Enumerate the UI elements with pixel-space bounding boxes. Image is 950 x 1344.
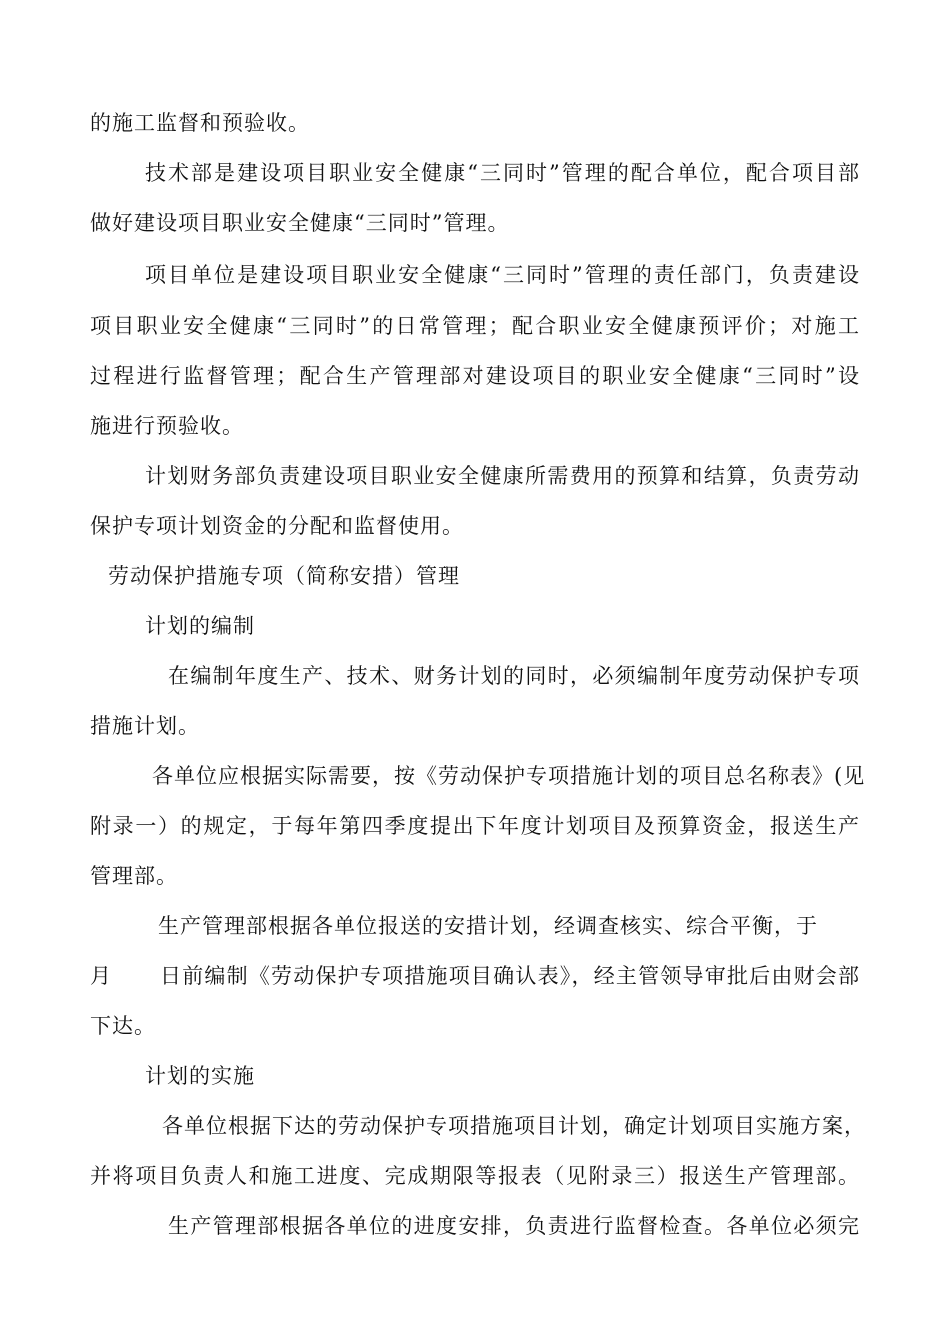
paragraph-implement: 各单位根据下达的劳动保护专项措施项目计划，确定计划项目实施方案， [162, 1114, 866, 1138]
text-line: 下达。 [90, 1014, 156, 1038]
paragraph-compile: 在编制年度生产、技术、财务计划的同时，必须编制年度劳动保护专项 [168, 664, 860, 688]
text-line: 项目职业安全健康“三同时”的日常管理；配合职业安全健康预评价；对施工 [90, 314, 860, 338]
paragraph-units: 各单位应根据实际需要，按《劳动保护专项措施计划的项目总名称表》(见 [152, 764, 866, 788]
text-line: 管理部。 [90, 864, 178, 888]
text-line: 做好建设项目职业安全健康“三同时”管理。 [90, 211, 510, 235]
paragraph-production-dept: 生产管理部根据各单位报送的安措计划，经调查核实、综合平衡，于 [158, 914, 818, 938]
text-line: 的施工监督和预验收。 [90, 111, 310, 135]
text-line: 保护专项计划资金的分配和监督使用。 [90, 514, 464, 538]
text-line: 并将项目负责人和施工进度、完成期限等报表（见附录三）报送生产管理部。 [90, 1164, 860, 1188]
subsection-heading: 计划的实施 [145, 1064, 255, 1088]
text-line: 措施计划。 [90, 714, 200, 738]
section-heading: 劳动保护措施专项（简称安措）管理 [108, 564, 460, 588]
paragraph-project-unit: 项目单位是建设项目职业安全健康“三同时”管理的责任部门，负责建设 [145, 263, 860, 287]
text-line: 日前编制《劳动保护专项措施项目确认表》，经主管领导审批后由财会部 [160, 964, 860, 988]
text-line: 附录一）的规定，于每年第四季度提出下年度计划项目及预算资金，报送生产 [90, 814, 860, 838]
text-line: 施进行预验收。 [90, 414, 244, 438]
paragraph-finance-dept: 计划财务部负责建设项目职业安全健康所需费用的预算和结算，负责劳动 [145, 464, 860, 488]
month-blank-label: 月 [90, 964, 112, 988]
paragraph-supervision: 生产管理部根据各单位的进度安排，负责进行监督检查。各单位必须完 [168, 1214, 860, 1238]
subsection-heading: 计划的编制 [145, 614, 255, 638]
paragraph-tech-dept: 技术部是建设项目职业安全健康“三同时”管理的配合单位，配合项目部 [145, 161, 860, 185]
text-line: 过程进行监督管理；配合生产管理部对建设项目的职业安全健康“三同时”设 [90, 364, 860, 388]
